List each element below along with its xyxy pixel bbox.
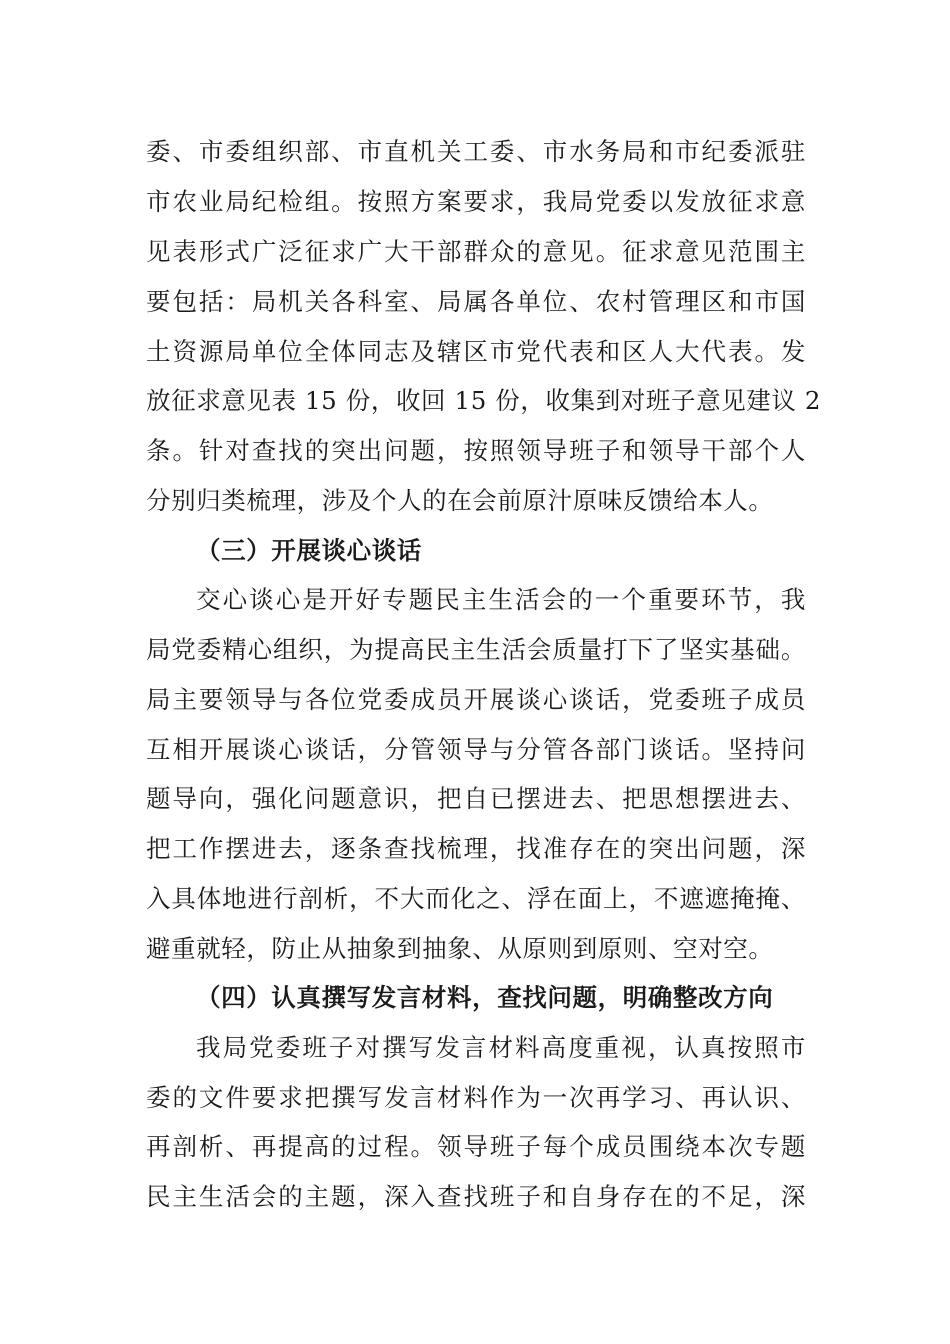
paragraph-1-line-6: 放征求意见表 15 份，收回 15 份，收集到对班子意见建议 2 bbox=[146, 386, 822, 415]
paragraph-2-line-1: 交心谈心是开好专题民主生活会的一个重要环节，我 bbox=[196, 585, 806, 614]
section-heading-4: （四）认真撰写发言材料，查找问题，明确整改方向 bbox=[196, 983, 774, 1012]
paragraph-1-line-5: 土资源局单位全体同志及辖区市党代表和区人大代表。发 bbox=[146, 337, 806, 366]
paragraph-1-line-3: 见表形式广泛征求广大干部群众的意见。征求意见范围主 bbox=[146, 237, 806, 266]
paragraph-1-line-8: 分别归类梳理，涉及个人的在会前原汁原味反馈给本人。 bbox=[146, 486, 774, 515]
paragraph-1-line-1: 委、市委组织部、市直机关工委、市水务局和市纪委派驻 bbox=[146, 137, 806, 166]
section-heading-3: （三）开展谈心谈话 bbox=[196, 536, 422, 565]
paragraph-2-line-4: 互相开展谈心谈话，分管领导与分管各部门谈话。坚持问 bbox=[146, 735, 806, 764]
paragraph-2-line-7: 入具体地进行剖析，不大而化之、浮在面上，不遮遮掩掩、 bbox=[146, 884, 806, 913]
paragraph-3-line-1: 我局党委班子对撰写发言材料高度重视，认真按照市 bbox=[196, 1033, 806, 1062]
paragraph-2-line-2: 局党委精心组织，为提高民主生活会质量打下了坚实基础。 bbox=[146, 635, 806, 664]
paragraph-3-line-4: 民主生活会的主题，深入查找班子和自身存在的不足，深 bbox=[146, 1182, 806, 1211]
paragraph-2-line-3: 局主要领导与各位党委成员开展谈心谈话，党委班子成员 bbox=[146, 685, 806, 714]
paragraph-1-line-7: 条。针对查找的突出问题，按照领导班子和领导干部个人 bbox=[146, 436, 806, 465]
paragraph-2-line-5: 题导向，强化问题意识，把自已摆进去、把思想摆进去、 bbox=[146, 784, 806, 813]
paragraph-3-line-3: 再剖析、再提高的过程。领导班子每个成员围绕本次专题 bbox=[146, 1132, 806, 1161]
paragraph-1-line-2: 市农业局纪检组。按照方案要求，我局党委以发放征求意 bbox=[146, 187, 806, 216]
paragraph-1-line-4: 要包括：局机关各科室、局属各单位、农村管理区和市国 bbox=[146, 287, 806, 316]
paragraph-3-line-2: 委的文件要求把撰写发言材料作为一次再学习、再认识、 bbox=[146, 1083, 806, 1112]
paragraph-2-line-6: 把工作摆进去，逐条查找梳理，找准存在的突出问题，深 bbox=[146, 834, 806, 863]
paragraph-2-line-8: 避重就轻，防止从抽象到抽象、从原则到原则、空对空。 bbox=[146, 934, 774, 963]
